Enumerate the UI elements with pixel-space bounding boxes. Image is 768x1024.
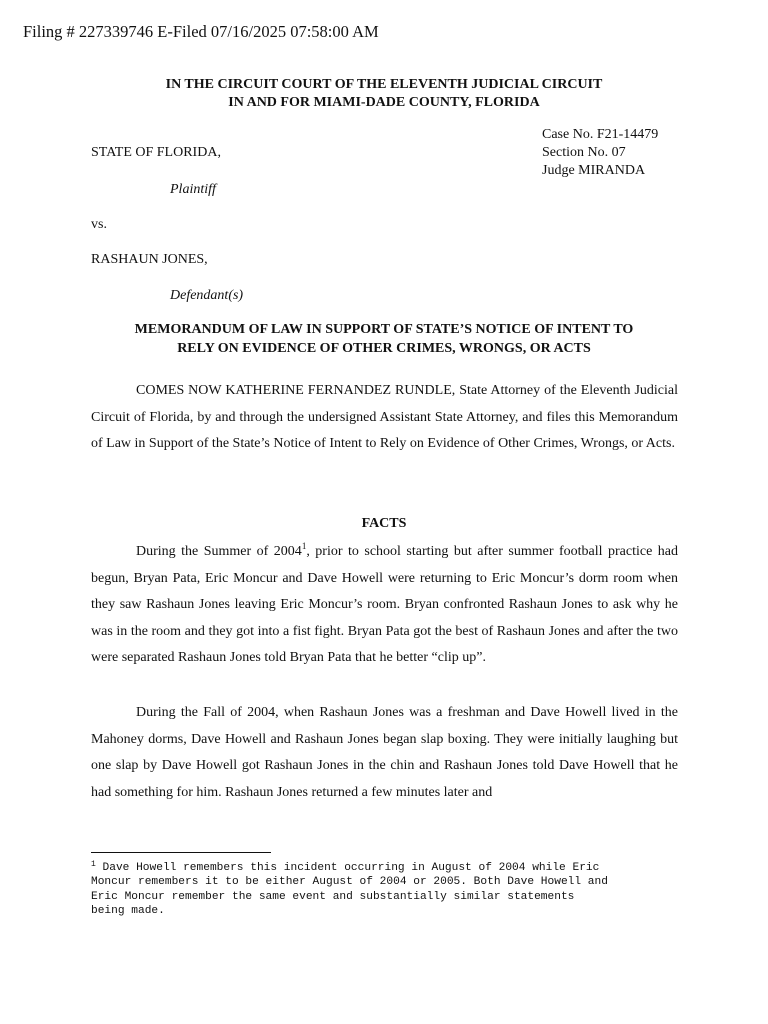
judge-name: Judge MIRANDA: [542, 163, 646, 178]
facts-paragraph-1-rest: , prior to school starting but after summer football practice had begun, Bryan Pata, Eric Moncur and Dave Howell were returning to Eric Moncur’s dorm room when they saw Rashaun Jones leaving Eric Moncur’s room. Bryan confronted Rashaun Jones to ask why he was in the room and they got into a fist fight. Bryan Pata got the best of Rashaun Jones and after the two were separated Rashaun Jones told Bryan Pata that he better “clip up”.: [91, 544, 678, 666]
footnote-line-1: $^1$ Dave Howell remembers this incident occurring in August of 2004 while Eric: [91, 860, 600, 874]
case-number: Case No. F21-14479: [542, 127, 659, 142]
memorandum-title-line-1: MEMORANDUM OF LAW IN SUPPORT OF STATE’S NOTICE OF INTENT TO: [134, 322, 634, 337]
court-heading-line-2: IN AND FOR MIAMI-DADE COUNTY, FLORIDA: [228, 95, 540, 110]
memorandum-title: [0, 320, 768, 358]
defendant-role: Defendant(s): [170, 288, 244, 303]
facts-paragraph-2: During the Fall of 2004, when Rashaun Jones was a freshman and Dave Howell lived in the Mahoney dorms, Dave Howell and Rashaun Jones began slap boxing. They were initially laughing but one slap by Dave Howell got Rashaun Jones in the chin and Rashaun Jones told Dave Howell that he had something for him. Rashaun Jones returned a few minutes later and: [91, 705, 678, 800]
footnote-marker: 1: [91, 860, 96, 869]
plaintiff-role: Plaintiff: [170, 182, 216, 197]
facts-paragraph-1-start: During the Summer of 2004: [136, 544, 302, 559]
intro-paragraph: COMES NOW KATHERINE FERNANDEZ RUNDLE, State Attorney of the Eleventh Judicial Circuit of Florida, by and through the undersigned Assistant State Attorney, and files this Memorandum of Law in Support of the State’s Notice of Intent to Rely on Evidence of Other Crimes, Wrongs, or Acts.: [91, 383, 678, 452]
footnote-reference[interactable]: 1: [301, 541, 307, 551]
footnote-divider: [91, 852, 271, 853]
section-number: Section No. 07: [542, 145, 626, 160]
footnote-line-3: Eric Moncur remember the same event and substantially similar statements: [91, 890, 575, 903]
court-heading-line-1: IN THE CIRCUIT COURT OF THE ELEVENTH JUDICIAL CIRCUIT: [165, 77, 603, 92]
memorandum-title-line-2: RELY ON EVIDENCE OF OTHER CRIMES, WRONGS, OR ACTS: [177, 341, 591, 356]
case-info-block: [542, 126, 658, 180]
facts-heading: FACTS: [361, 516, 407, 531]
footnote: [91, 861, 681, 919]
filing-stamp: Filing # 227339746 E-Filed 07/16/2025 07:58:00 AM: [23, 22, 379, 41]
facts-paragraph-1: [91, 539, 678, 672]
footnote-line-2: Moncur remembers it to be either August of 2004 or 2005. Both Dave Howell and: [91, 876, 608, 889]
versus-label: vs.: [91, 217, 107, 232]
footnote-line-4: being made.: [91, 905, 165, 918]
defendant-name: RASHAUN JONES,: [91, 252, 208, 267]
plaintiff-name: STATE OF FLORIDA,: [91, 145, 221, 160]
